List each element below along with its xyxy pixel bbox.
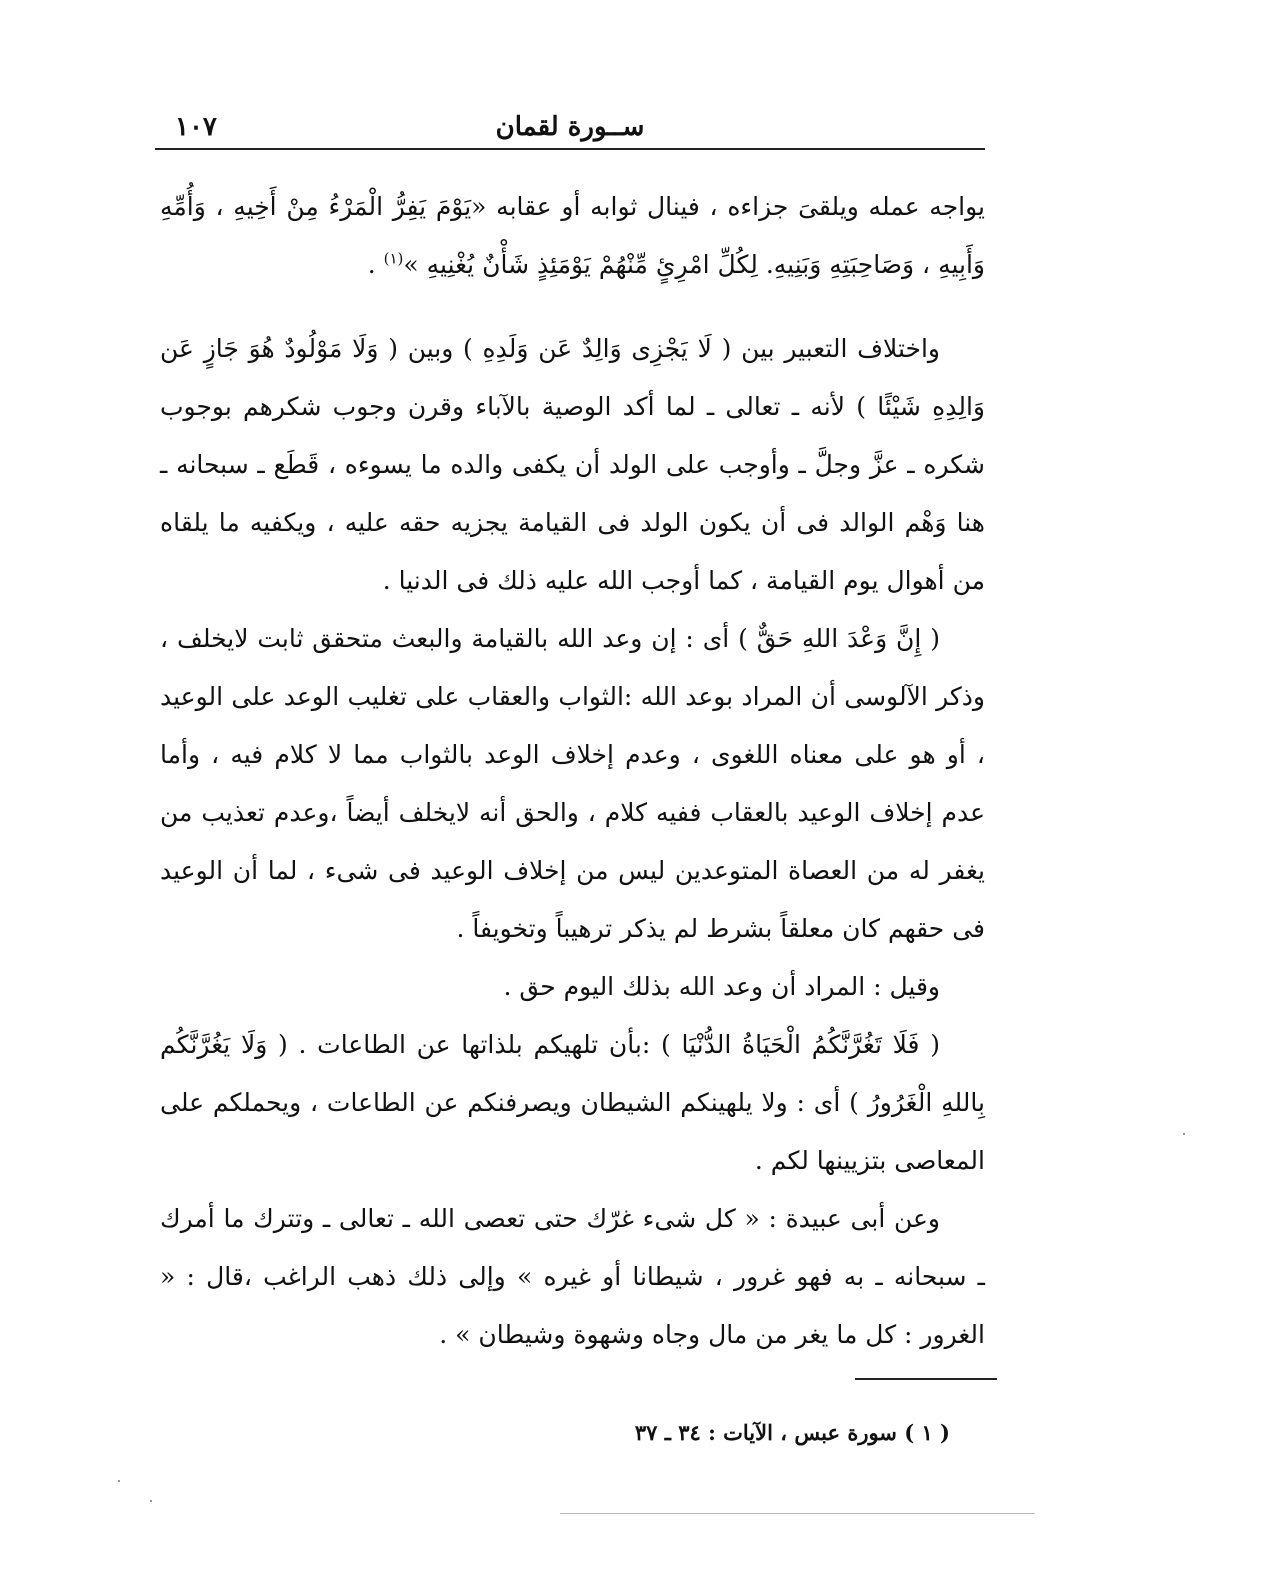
paragraph-1-tail: . [367,250,384,279]
page-number: ١٠٧ [175,112,217,142]
footnote-reference: (١) [383,249,404,268]
paragraph-4: وقيل : المراد أن وعد الله بذلك اليوم حق . [503,972,940,1001]
scan-edge-line [560,1513,1035,1514]
footnote: ( ١ ) سورة عبس ، الآيات : ٣٤ ـ ٣٧ [634,1420,950,1445]
paragraph-6: وعن أبى عبيدة : « كل شىء غرّك حتى تعصى الله ـ تعالى ـ وتترك ما أمرك ـ سبحانه ـ به فهو غرور ، شيطانا أو غيره » وإلى ذلك ذهب الراغب ،قال : « الغرور : كل ما يغر من مال وجاه وشهوة وشيطان » . [160,1204,985,1349]
scan-speck [150,1500,152,1502]
body-text [160,178,985,1364]
scan-speck [1183,1133,1185,1135]
paragraph-5: ( فَلَا تَغُرَّنَّكُمُ الْحَيَاةُ الدُّنْيَا ) :بأن تلهيكم بلذاتها عن الطاعات . ( وَلَا يَغُرَّنَّكُم بِاللهِ الْغَرُورُ ) أى : ولا يلهينكم الشيطان ويصرفنكم عن الطاعات ، ويحملكم على المعاصى بتزيينها لكم . [160,1030,985,1175]
paragraph-1-text: يواجه عمله ويلقىَ جزاءه ، فينال ثوابه أو عقابه «يَوْمَ يَفِرُّ الْمَرْءُ مِنْ أَخِيهِ ، وَأُمِّهِ وَأَبِيهِ ، وَصَاحِبَتِهِ وَبَنِيهِ. لِكُلِّ امْرِئٍ مِّنْهُمْ يَوْمَئِذٍ شَأْنٌ يُغْنِيهِ » [160,192,985,279]
running-title: ســورة لقمان [495,112,645,142]
page-header [155,108,985,150]
paragraph-2: واختلاف التعبير بين ( لَا يَجْزِى وَالِدٌ عَن وَلَدِهِ ) وبين ( وَلَا مَوْلُودٌ هُوَ جَازٍ عَن وَالِدِهِ شَيْئًا ) لأنه ـ تعالى ـ لما أكد الوصية بالآباء وقرن وجوب شكرهم بوجوب شكره ـ عزَّ وجلَّ ـ وأوجب على الولد أن يكفى والده ما يسوءه ، قَطَع ـ سبحانه ـ هنا وَهْم الوالد فى أن يكون الولد فى القيامة يجزيه حقه عليه ، ويكفيه ما يلقاه من أهوال يوم القيامة ، كما أوجب الله عليه ذلك فى الدنيا . [160,334,985,595]
paragraph-1 [160,178,985,294]
footnote-divider [855,1378,997,1380]
paragraph-3: ( إِنَّ وَعْدَ اللهِ حَقٌّ ) أى : إن وعد الله بالقيامة والبعث متحقق ثابت لايخلف ، وذكر الآلوسى أن المراد بوعد الله :الثواب والعقاب على تغليب الوعد على الوعيد ، أو هو على معناه اللغوى ، وعدم إخلاف الوعد بالثواب مما لا كلام فيه ، وأما عدم إخلاف الوعيد بالعقاب ففيه كلام ، والحق أنه لايخلف أيضاً ،وعدم تعذيب من يغفر له من العصاة المتوعدين ليس من إخلاف الوعيد فى شىء ، لما أن الوعيد فى حقهم كان معلقاً بشرط لم يذكر ترهيباً وتخويفاً . [160,624,985,943]
scan-speck [118,1480,120,1482]
